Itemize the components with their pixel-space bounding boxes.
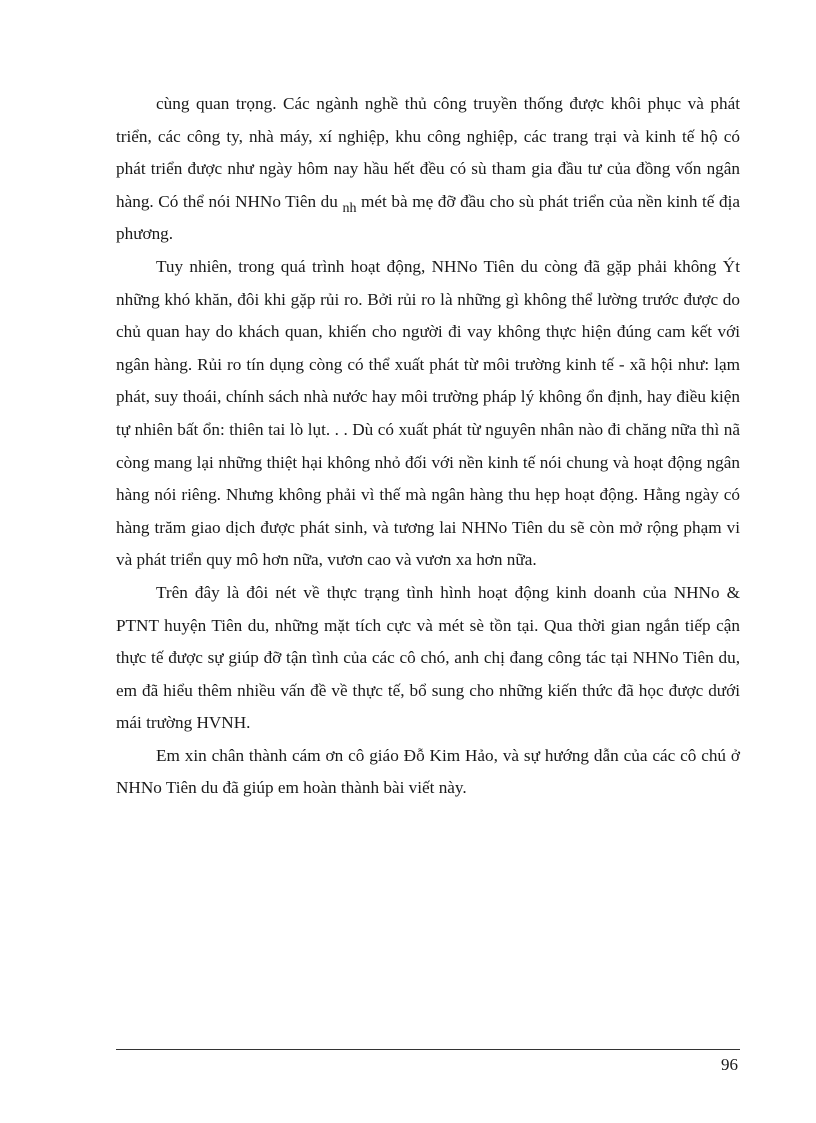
paragraph-1-text-after: mét bà mẹ đỡ đầu cho sù phát triển của nền kinh tế địa phương. — [116, 191, 740, 244]
paragraph-1-text-before: cùng quan trọng. Các ngành nghề thủ công truyền thống được khôi phục và phát triển, các công ty, nhà máy, xí nghiệp, khu công nghiệp, các trang trại và kinh tế hộ có phát triển được như ngày hôm nay hầu hết đều có sù tham gia đầu tư của đồng vốn ngân hàng. Có thể nói NHNo Tiên du — [116, 94, 740, 211]
paragraph-2: Tuy nhiên, trong quá trình hoạt động, NHNo Tiên du còng đã gặp phải không Ýt những khó khăn, đôi khi gặp rủi ro. Bởi rủi ro là những gì không thể lường trước được do chủ quan hay do khách quan, khiến cho người đi vay không thực hiện đúng cam kết với ngân hàng. Rủi ro tín dụng còng có thể xuất phát từ môi trường kinh tế - xã hội như: lạm phát, suy thoái, chính sách nhà nước hay môi trường pháp lý không ổn định, hay điều kiện tự nhiên bất ổn: thiên tai lò lụt. . . Dù có xuất phát từ nguyên nhân nào đi chăng nữa thì nã còng mang lại những thiệt hại không nhỏ đối với nền kinh tế nói chung và hoạt động ngân hàng nói riêng. Nhưng không phải vì thế mà ngân hàng thu hẹp hoạt động. Hằng ngày có hàng trăm giao dịch được phát sinh, và tương lai NHNo Tiên du sẽ còn mở rộng phạm vi và phát triển quy mô hơn nữa, vươn cao và vươn xa hơn nữa. — [116, 256, 740, 570]
paragraph-4: Em xin chân thành cám ơn cô giáo Đỗ Kim Hảo, và sự hướng dẫn của các cô chú ở NHNo Tiên du đã giúp em hoàn thành bài viết này. — [116, 745, 740, 798]
paragraph-1 — [116, 88, 740, 251]
page-number: 96 — [721, 1055, 738, 1074]
paragraph-3: Trên đây là đôi nét về thực trạng tình hình hoạt động kinh doanh của NHNo & PTNT huyện Tiên du, những mặt tích cực và mét sè tồn tại. Qua thời gian ngắn tiếp cận thực tế được sự giúp đỡ tận tình của các cô chó, anh chị đang công tác tại NHNo Tiên du, em đã hiểu thêm nhiều vấn đề về thực tế, bổ sung cho những kiến thức đã học được dưới mái trường HVNH. — [116, 582, 740, 733]
body-text — [116, 88, 740, 805]
paragraph-1-subscript: nh — [342, 200, 357, 216]
footer-rule — [116, 1049, 740, 1050]
